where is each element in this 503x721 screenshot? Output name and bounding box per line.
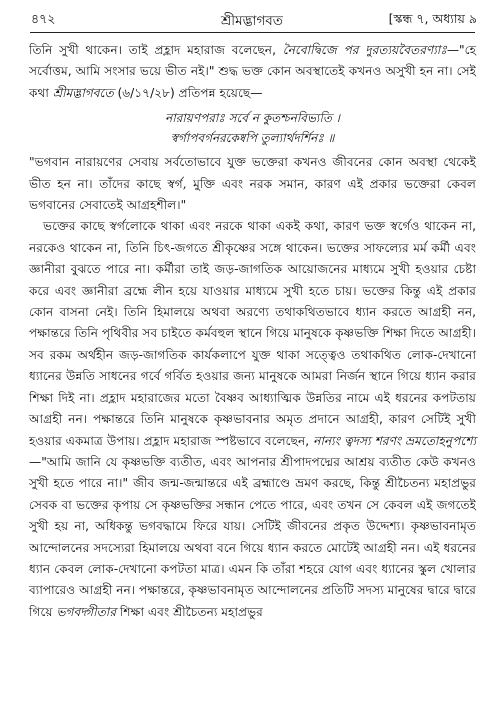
p1-text-c: (৬/১৭/২৮) প্রতিপন্ন হয়েছে— xyxy=(113,85,263,100)
verse-line-1: নারায়ণপরাঃ সর্বে ন কুতশ্চনবিভ্যতি । xyxy=(165,111,340,126)
page-body xyxy=(29,40,476,623)
p3-text-c: শিক্ষা এবং শ্রীচৈতন্য মহাপ্রভুর xyxy=(116,604,263,619)
paragraph-1 xyxy=(29,40,476,104)
p3-book-reference: ভগবদ্গীতার xyxy=(56,604,117,619)
paragraph-3 xyxy=(29,216,476,623)
page-header xyxy=(27,7,477,29)
p1-text-b: —"হে সর্বোত্তম, আমি সংসার ভয়ে ভীত নই।" শুদ্ধ ভক্ত কোন অবস্থাতেই কখনও অসুখী হন না। সেই কথা xyxy=(29,43,476,100)
p3-sanskrit-quote: নান্যং ত্বদস্য শরণং ভ্রমতোহনুপশ্যে xyxy=(313,433,476,448)
page-number: ৪৭২ xyxy=(31,11,56,26)
verse-translation: "ভগবান নারায়ণের সেবায় সর্বতোভাবে যুক্ত ভক্তেরা কখনও জীবনের কোন অবস্থা থেকেই ভীত হন না। তাঁদের কাছে স্বর্গ, মুক্তি এবং নরক সমান, কারণ এই প্রকার ভক্তেরা কেবল ভগবানের সেবাতেই আগ্রহশীল।" xyxy=(29,155,476,213)
book-title: শ্রীমদ্ভাগবত xyxy=(221,13,283,29)
p1-text-a: তিনি সুখী থাকেন। তাই প্রহ্লাদ মহারাজ বলেছেন, xyxy=(29,43,283,57)
p1-book-reference: শ্রীমদ্ভাগবতে xyxy=(52,85,114,100)
canto-chapter: [স্কন্ধ ৭, অধ্যায় ৯ xyxy=(388,11,477,26)
p1-sanskrit-quote: নৈবোদ্বিজে পর দুরত্যয়বৈতরণ্যাঃ xyxy=(282,43,447,57)
p3-text-a: ভক্তের কাছে স্বর্গলোকে থাকা এবং নরকে থাকা একই কথা, কারণ ভক্ত স্বর্গেও থাকেন না, নরকেও থাকেন না, তিনি চিৎ-জগতে শ্রীকৃষ্ণের সঙ্গে থাকেন। ভক্তের সাফল্যের মর্ম কর্মী এবং জ্ঞানীরা বুঝতে পারে না। কর্মীরা তাই জড়-জাগতিক আয়োজনের মাধ্যমে সুখী হওয়ার চেষ্টা করে এবং জ্ঞানীরা ব্রহ্মে লীন হয়ে যাওয়ার মাধ্যমে সুখী হতে চায়। ভক্তের কিন্তু এই প্রকার কোন বাসনা নেই। তিনি হিমালয়ে অথবা অরণ্যে তথাকথিতভাবে ধ্যান করতে আগ্রহী নন, পক্ষান্তরে তিনি পৃথিবীর সব চাইতে কর্মবহুল স্থানে গিয়ে মানুষকে কৃষ্ণভক্তি শিক্ষা দিতে আগ্রহী। সব রকম অর্থহীন জড়-জাগতিক কার্যকলাপে যুক্ত থাকা সত্ত্বেও তথাকথিত লোক-দেখানো ধ্যানের উন্নতি সাধনের গর্বে গর্বিত হওয়ার জন্য মানুষকে আমরা নির্জন স্থানে গিয়ে ধ্যান করার শিক্ষা দিই না। প্রহ্লাদ মহারাজের মতো বৈষ্ণব আধ্যাত্মিক উন্নতির নামে এই ধরনের কপটতায় আগ্রহী নন। পক্ষান্তরে তিনি মানুষকে কৃষ্ণভাবনার অমৃত প্রদানে আগ্রহী, কারণ সেটিই সুখী হওয়ার একমাত্র উপায়। প্রহ্লাদ মহারাজ স্পষ্টভাবে বলেছেন, xyxy=(29,219,476,448)
header-rule xyxy=(30,32,475,33)
sanskrit-verse xyxy=(29,108,476,148)
verse-line-2: স্বর্গাপবর্গনরকেষ্বপি তুল্যার্থদর্শিনঃ ॥ xyxy=(170,131,335,146)
p3-text-b: —"আমি জানি যে কৃষ্ণভক্তি ব্যতীত, এবং আপনার শ্রীপাদপদ্মের আশ্রয় ব্যতীত কেউ কখনও সুখী হতে পারে না।" জীব জন্ম-জন্মান্তরে এই ব্রহ্মাণ্ডে ভ্রমণ করছে, কিন্তু শ্রীচৈতন্য মহাপ্রভুর সেবক বা ভক্তের কৃপায় সে কৃষ্ণভক্তির সন্ধান পেতে পারে, এবং তখন সে কেবল এই জগতেই সুখী হয় না, অধিকন্তু ভগবদ্ধামে ফিরে যায়। সেটিই জীবনের প্রকৃত উদ্দেশ্য। কৃষ্ণভাবনামৃত আন্দোলনের সদস্যেরা হিমালয়ে অথবা বনে গিয়ে ধ্যান করতে মোটেই আগ্রহী নন। এই ধরনের ধ্যান কেবল লোক-দেখানো কপটতা মাত্র। এমন কি তাঁরা শহরে যোগ এবং ধ্যানের স্কুল খোলার ব্যাপারেও আগ্রহী নন। পক্ষান্তরে, কৃষ্ণভাবনামৃত আন্দোলনের প্রতিটি সদস্য মানুষের দ্বারে দ্বারে গিয়ে xyxy=(29,454,476,619)
